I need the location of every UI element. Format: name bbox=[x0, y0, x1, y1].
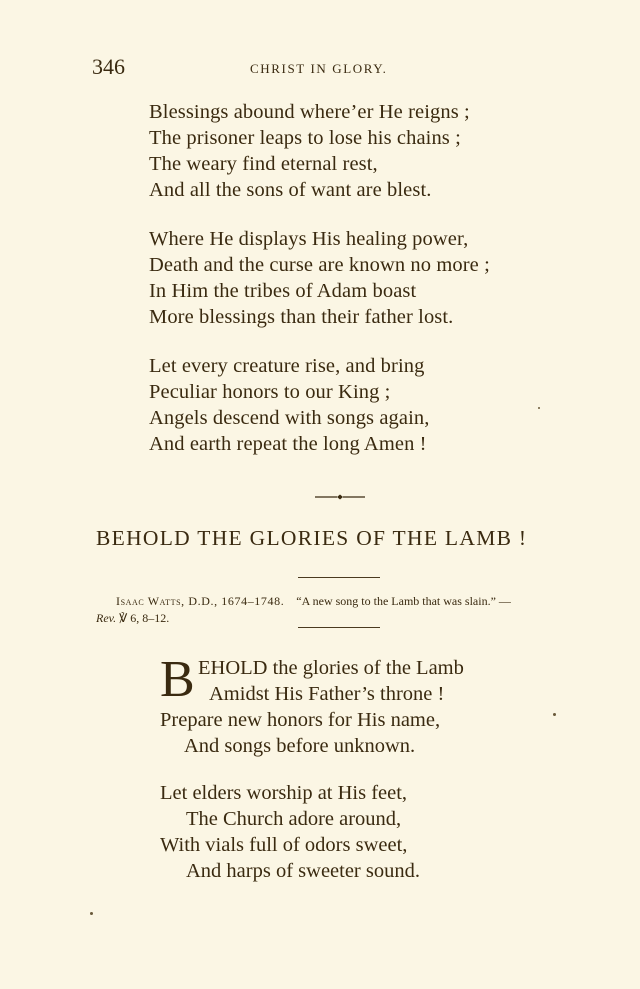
rule-bottom bbox=[298, 627, 380, 628]
scripture-quote: “A new song to the Lamb that was slain.” — bbox=[296, 594, 511, 608]
verse-line: In Him the tribes of Adam boast bbox=[149, 280, 417, 302]
hymn-line: And songs before unknown. bbox=[184, 735, 416, 757]
verse-line: And all the sons of want are blest. bbox=[149, 179, 432, 201]
hymn-line: Amidst His Father’s throne ! bbox=[209, 683, 445, 705]
hymn-line: The Church adore around, bbox=[186, 808, 402, 830]
verse-line: More blessings than their father lost. bbox=[149, 306, 454, 328]
hymn-line: And harps of sweeter sound. bbox=[186, 860, 420, 882]
verse-line: And earth repeat the long Amen ! bbox=[149, 433, 427, 455]
hymn-line: EHOLD the glories of the Lamb bbox=[198, 657, 464, 679]
print-speck bbox=[90, 912, 93, 915]
hymn-line: With vials full of odors sweet, bbox=[160, 834, 408, 856]
verse-line: Angels descend with songs again, bbox=[149, 407, 430, 429]
hymn-line: Prepare new honors for His name, bbox=[160, 709, 441, 731]
running-title: CHRIST IN GLORY. bbox=[250, 61, 388, 76]
rule-top bbox=[298, 577, 380, 578]
previous-hymn-stanza-1 bbox=[149, 99, 470, 203]
verse-line: Peculiar honors to our King ; bbox=[149, 381, 391, 403]
hymn-title: BEHOLD THE GLORIES OF THE LAMB ! bbox=[96, 526, 528, 550]
print-speck bbox=[553, 713, 556, 716]
verse-line: Where He displays His healing power, bbox=[149, 228, 469, 250]
verse-line: Blessings abound where’er He reigns ; bbox=[149, 101, 470, 123]
page-number: 346 bbox=[92, 54, 125, 79]
verse-line: The prisoner leaps to lose his chains ; bbox=[149, 127, 461, 149]
previous-hymn-stanza-2 bbox=[149, 226, 490, 330]
ornament-divider bbox=[315, 494, 365, 500]
hymn-line: Let elders worship at His feet, bbox=[160, 782, 408, 804]
scripture-reference-numbers: ℣ 6, 8–12. bbox=[119, 611, 170, 625]
page-header bbox=[92, 54, 532, 84]
previous-hymn-stanza-3 bbox=[149, 353, 429, 457]
hymn-attribution bbox=[96, 593, 511, 627]
drop-cap: B bbox=[160, 651, 195, 708]
scripture-reference: Rev. bbox=[96, 611, 117, 625]
verse-line: The weary find eternal rest, bbox=[149, 153, 378, 175]
print-speck bbox=[538, 407, 540, 409]
author-credit: Isaac Watts, D.D., 1674–1748. bbox=[116, 594, 285, 608]
verse-line: Let every creature rise, and bring bbox=[149, 355, 425, 377]
verse-line: Death and the curse are known no more ; bbox=[149, 254, 490, 276]
